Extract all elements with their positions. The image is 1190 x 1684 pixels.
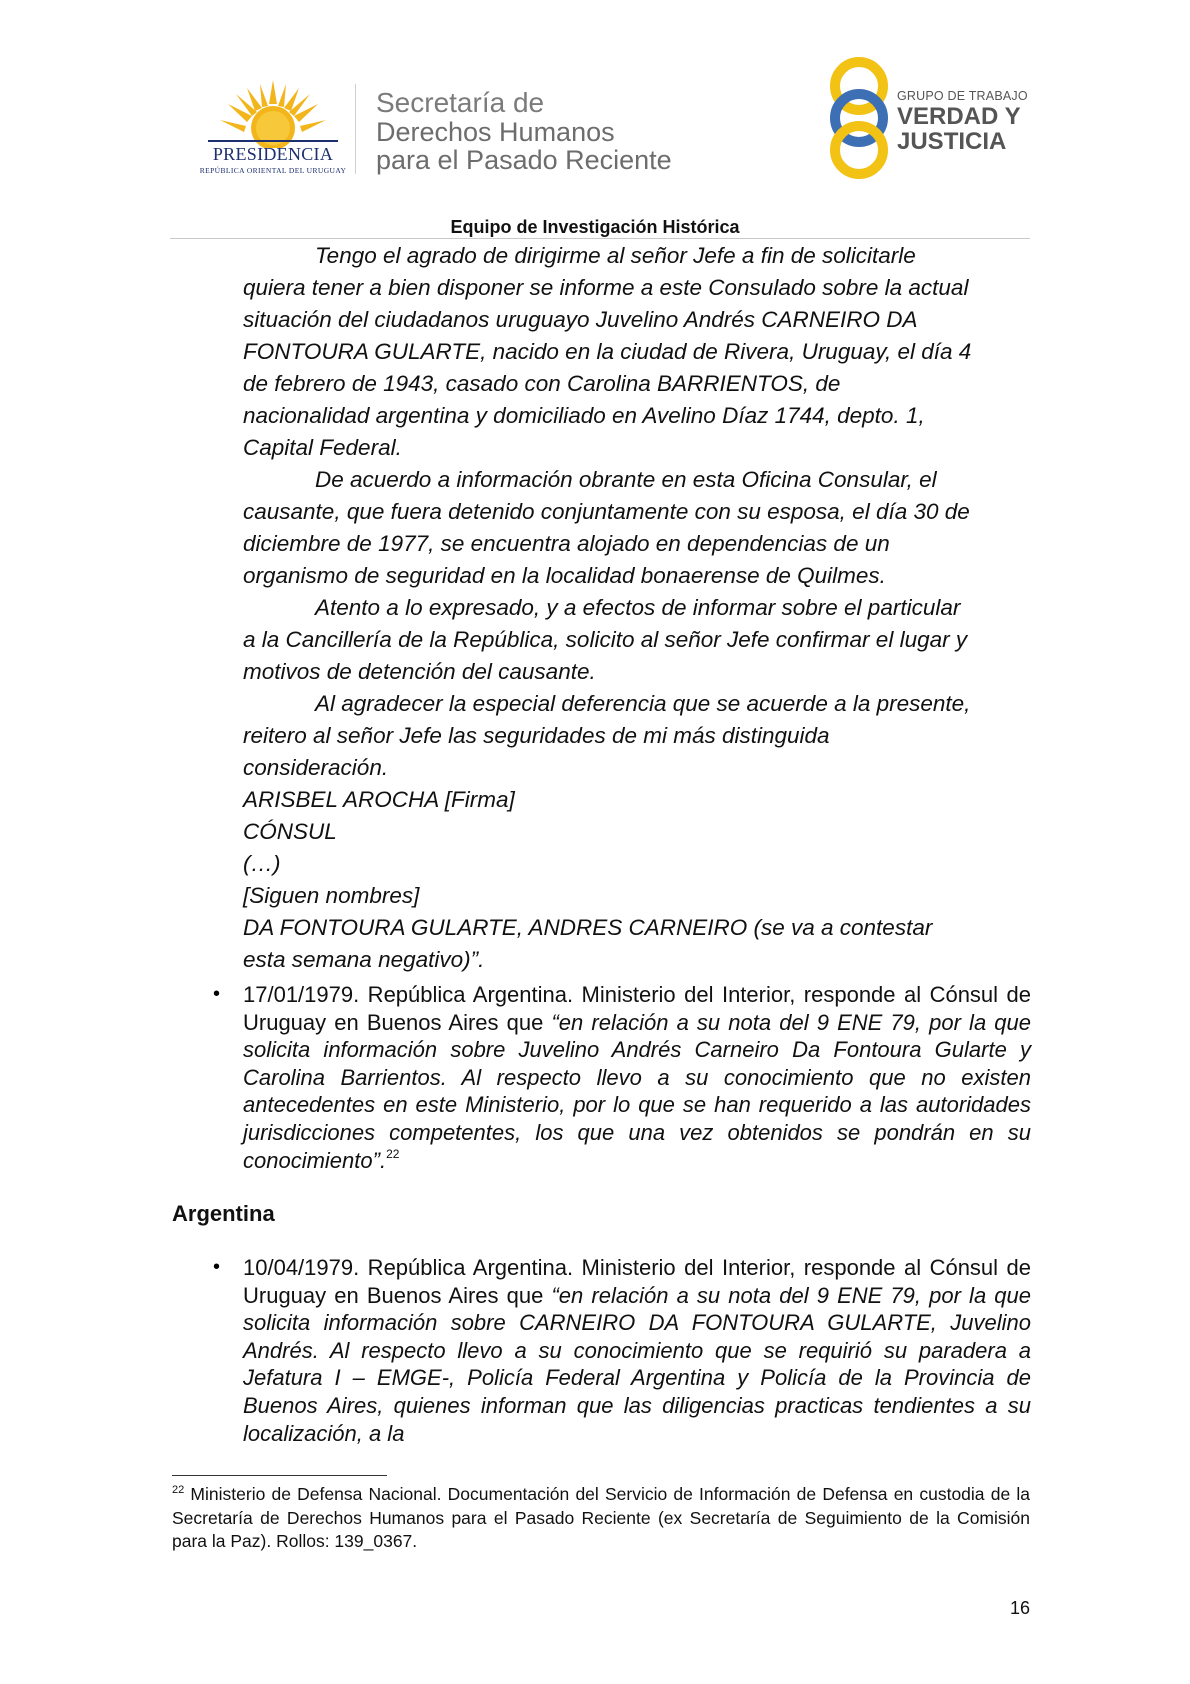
quote-line: DA FONTOURA GULARTE, ANDRES CARNEIRO (se va a contestar (243, 915, 933, 940)
quote-line: Tengo el agrado de dirigirme al señor Jefe a fin de solicitarle (315, 243, 916, 268)
quote-line: Al agradecer la especial deferencia que se acuerde a la presente, (315, 691, 971, 716)
secretaria-line-3: para el Pasado Reciente (376, 145, 672, 175)
quote-line: nacionalidad argentina y domiciliado en Avelino Díaz 1744, depto. 1, (243, 403, 925, 428)
quote-line: quiera tener a bien disponer se informe a este Consulado sobre la actual (243, 275, 969, 300)
rings-icon (825, 56, 895, 180)
bullet-text (243, 1254, 1031, 1447)
quoted-letter (243, 240, 1033, 976)
bullet-item (213, 981, 1031, 1174)
bullet-quote: “en relación a su nota del 9 ENE 79, por la que solicita información sobre Juvelino Andrés Carneiro Da Fontoura Gularte y Carolina Barrientos. Al respecto llevo a su conocimiento que no existen antecedentes en este Ministerio, por lo que se han requerido a las autoridades jurisdicciones competentes, los que una vez obtenidos se pondrán en su conocimiento”. (243, 1009, 1032, 1173)
quote-line: reitero al señor Jefe las seguridades de mi más distinguida (243, 723, 830, 748)
quote-line: ARISBEL AROCHA [Firma] (243, 787, 515, 812)
header-rule (170, 238, 1030, 239)
quote-line: diciembre de 1977, se encuentra alojado en dependencias de un (243, 531, 890, 556)
footnote-ref[interactable]: 22 (386, 1146, 400, 1161)
quote-line: situación del ciudadanos uruguayo Juvelino Andrés CARNEIRO DA (243, 307, 918, 332)
bullet-lead: 10/04/1979. República Argentina. Ministerio del Interior, responde al Cónsul de Uruguay en Buenos Aires que (243, 1255, 1031, 1308)
quote-line: Atento a lo expresado, y a efectos de informar sobre el particular (315, 595, 961, 620)
section-heading: Argentina (172, 1201, 275, 1226)
gtvj-title-line-2: JUSTICIA (897, 128, 1007, 155)
quote-line: (…) (243, 851, 281, 876)
secretaria-logo (376, 88, 716, 174)
quote-line: a la Cancillería de la República, solicito al señor Jefe confirmar el lugar y (243, 627, 968, 652)
presidencia-title: PRESIDENCIA (212, 144, 334, 164)
bullet-quote: “en relación a su nota del 9 ENE 79, por la que solicita información sobre CARNEIRO DA FONTOURA GULARTE, Juvelino Andrés. Al respecto llevo a su conocimiento que se requirió su paradera a Jefatura I – EMGE-, Policía Federal Argentina y Policía de la Provincia de Buenos Aires, quienes informan que las diligencias practicas tendientes a su localización, a la (243, 1282, 1032, 1446)
page-number: 16 (1009, 1598, 1030, 1618)
gtvj-title-line-1: VERDAD Y (897, 103, 1021, 130)
footnote-rule (172, 1475, 387, 1476)
bullet-icon: • (213, 983, 221, 1005)
verdad-justicia-logo (825, 56, 1035, 180)
quote-line: causante, que fuera detenido conjuntamente con su esposa, el día 30 de (243, 499, 970, 524)
quote-line: consideración. (243, 755, 389, 780)
bullet-lead: 17/01/1979. República Argentina. Ministerio del Interior, responde al Cónsul de Uruguay en Buenos Aires que (243, 982, 1031, 1035)
secretaria-line-2: Derechos Humanos (376, 117, 615, 147)
quote-line: Capital Federal. (243, 435, 402, 460)
quote-line: CÓNSUL (243, 819, 337, 844)
quote-line: FONTOURA GULARTE, nacido en la ciudad de Rivera, Uruguay, el día 4 (243, 339, 972, 364)
bullet-item (213, 1254, 1031, 1447)
footnote-number: 22 (172, 1484, 185, 1496)
footnote-text: Ministerio de Defensa Nacional. Documentación del Servicio de Información de Defensa en custodia de la Secretaría de Derechos Humanos para el Pasado Reciente (ex Secretaría de Seguimiento de la Comisión para la Paz). Rollos: 139_0367. (172, 1484, 1030, 1551)
secretaria-line-1: Secretaría de (376, 87, 545, 118)
quote-line: organismo de seguridad en la localidad bonaerense de Quilmes. (243, 563, 886, 588)
quote-line: De acuerdo a información obrante en esta Oficina Consular, el (315, 467, 937, 492)
presidencia-logo (198, 78, 360, 178)
presidencia-subtitle: REPÚBLICA ORIENTAL DEL URUGUAY (199, 166, 347, 175)
logo-divider (355, 84, 356, 174)
page-header (0, 0, 1190, 230)
bullet-text (243, 981, 1031, 1174)
bullet-icon: • (213, 1256, 221, 1278)
gtvj-subtitle: GRUPO DE TRABAJO (897, 89, 1028, 103)
sun-icon (198, 78, 348, 148)
document-header: Equipo de Investigación Histórica (450, 217, 740, 237)
footnote (172, 1483, 1030, 1554)
quote-line: de febrero de 1943, casado con Carolina BARRIENTOS, de (243, 371, 841, 396)
quote-line: [Siguen nombres] (243, 883, 420, 908)
quote-line: motivos de detención del causante. (243, 659, 596, 684)
quote-line: esta semana negativo)”. (243, 947, 485, 972)
